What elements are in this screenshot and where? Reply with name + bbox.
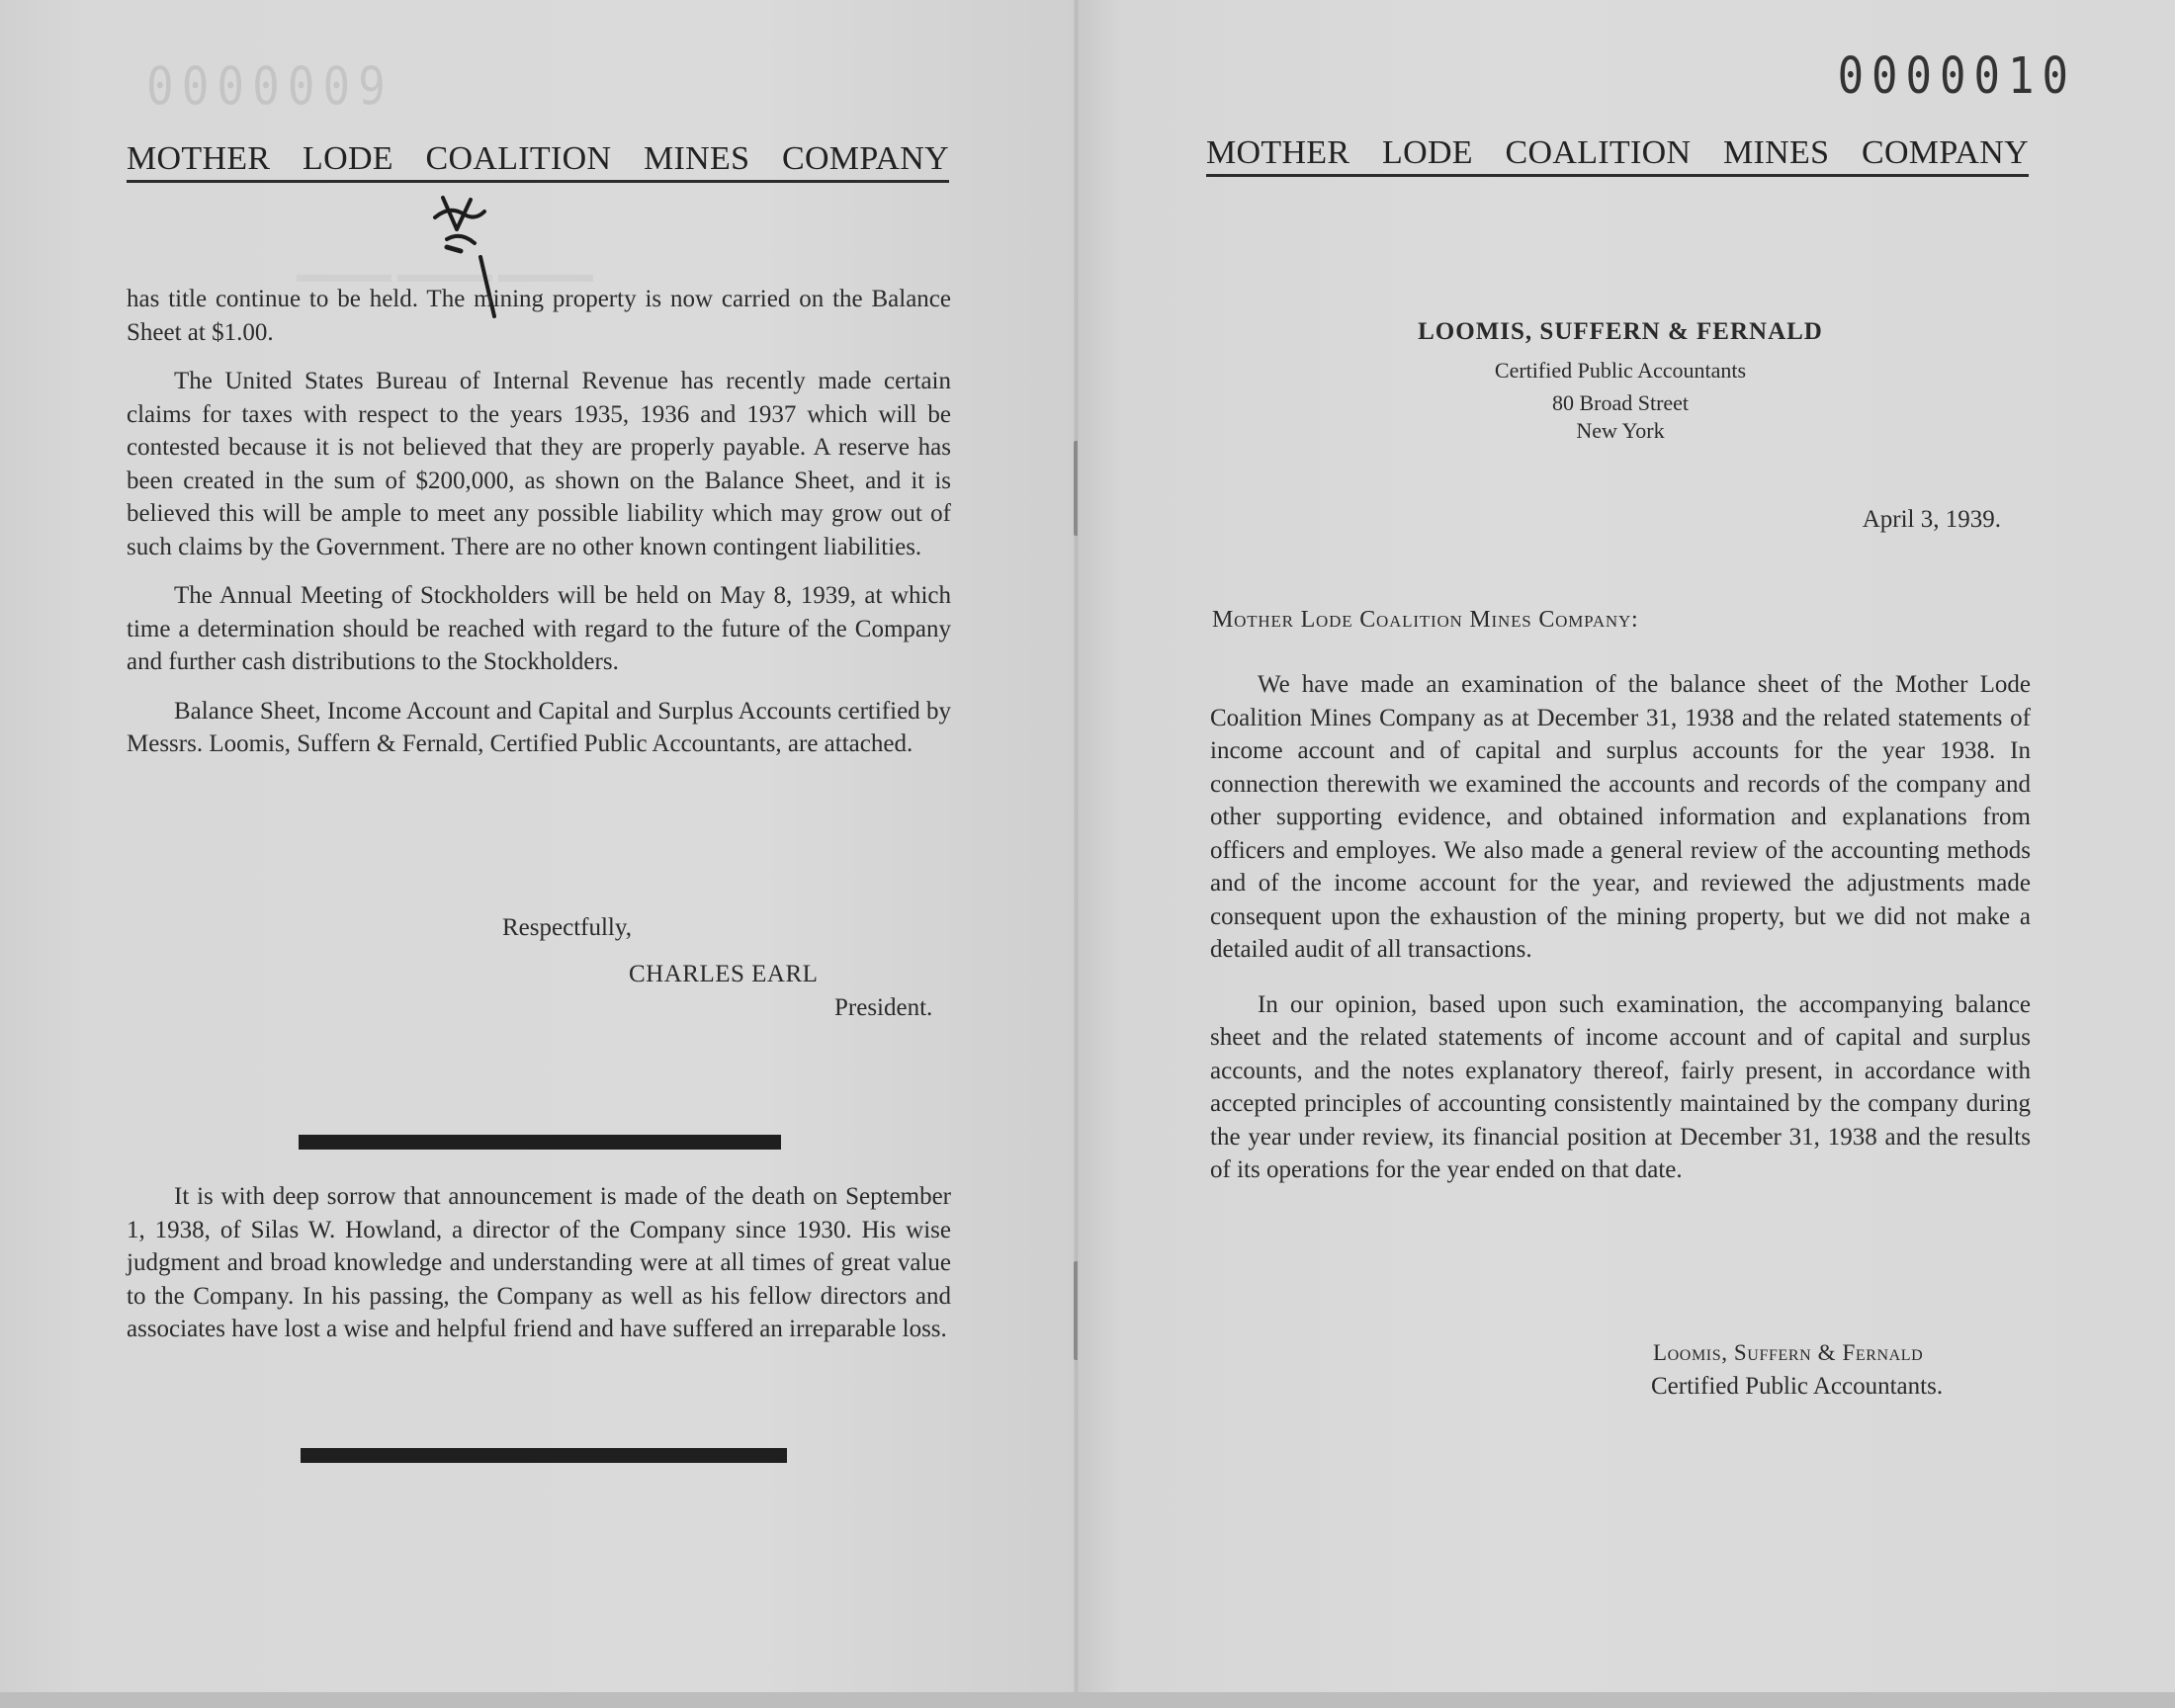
paragraph-attachments: Balance Sheet, Income Account and Capital and Surplus Accounts certified by Messrs. Loomis, Suffern & Fernald, Certified Public Accountants, are attached. bbox=[127, 697, 951, 757]
signer-title: President. bbox=[834, 994, 933, 1021]
closing-respectfully: Respectfully, bbox=[502, 914, 632, 941]
letter-date: April 3, 1939. bbox=[1862, 506, 2001, 533]
left-body-text bbox=[127, 283, 951, 761]
decorative-rule-top bbox=[299, 1135, 781, 1150]
accountant-firm-name: LOOMIS, SUFFERN & FERNALD bbox=[1418, 318, 1823, 345]
decorative-rule-bottom bbox=[301, 1448, 787, 1463]
left-page bbox=[0, 0, 1078, 1708]
right-page-heading: MOTHER LODE COALITION MINES COMPANY bbox=[1206, 134, 2029, 177]
paragraph-property-carried: has title continue to be held. The mining property is now carried on the Balance Sheet at $1.00. bbox=[127, 286, 951, 346]
signer-name: CHARLES EARL bbox=[629, 961, 819, 987]
paragraph-tax-claims: The United States Bureau of Internal Revenue has recently made certain claims for taxes with respect to the years 1935, 1936 and 1937 which will be contested because it is not believed that they are properly payable. A reserve has been created in the sum of $200,000, as shown on the Balance Sheet, and it is believed this will be ample to meet any possible liability which may grow out of such claims by the Government. There are no other known contingent liabilities. bbox=[127, 368, 951, 560]
closing-firm-title: Certified Public Accountants. bbox=[1651, 1373, 1944, 1400]
right-body-text bbox=[1210, 668, 2031, 1187]
accountant-profession: Certified Public Accountants bbox=[1494, 358, 1747, 383]
paragraph-memorial: It is with deep sorrow that announcement is made of the death on September 1, 1938, of Silas W. Howland, a director of the Company since 1930. His wise judgment and broad knowledge and understanding were at all times of great value to the Company. In his passing, the Company as well as his fellow directors and associates have lost a wise and helpful friend and have suffered an irreparable loss. bbox=[127, 1183, 951, 1342]
letter-salutation: Mother Lode Coalition Mines Company: bbox=[1212, 607, 1639, 633]
bleed-through-text: ▬▬▬▬ ▬▬▬▬ ▬▬▬▬ bbox=[297, 262, 593, 288]
closing-firm-name: Loomis, Suffern & Fernald bbox=[1653, 1340, 1924, 1365]
paragraph-annual-meeting: The Annual Meeting of Stockholders will be held on May 8, 1939, at which time a determination should be reached with regard to the future of the Company and further cash distributions to the Stockholders. bbox=[127, 582, 951, 675]
left-page-heading: MOTHER LODE COALITION MINES COMPANY bbox=[127, 140, 949, 183]
faint-page-number: 0000009 bbox=[146, 54, 393, 118]
memorial-text bbox=[127, 1180, 951, 1346]
accountant-city: New York bbox=[1576, 418, 1665, 443]
accountant-street: 80 Broad Street bbox=[1551, 390, 1690, 415]
page-number: 0000010 bbox=[1837, 47, 2076, 106]
paragraph-examination: We have made an examination of the balance sheet of the Mother Lode Coalition Mines Company as at December 31, 1938 and the related statements of income account and of capital and surplus accounts for the year 1938. In connection therewith we examined the accounts and records of the company and other supporting evidence, and obtained information and explanations from officers and employes. We also made a general review of the accounting methods and of the income account for the year, and reviewed the adjustments made consequent upon the exhaustion of the mining property, but we did not make a detailed audit of all transactions. bbox=[1210, 671, 2031, 963]
scan-bottom-edge bbox=[0, 1692, 2175, 1708]
paragraph-opinion: In our opinion, based upon such examination, the accompanying balance sheet and the related statements of income account and of capital and surplus accounts, and the notes explanatory thereof, fairly present, in accordance with accepted principles of accounting consistently maintained by the company during the year under review, its financial position at December 31, 1938 and the results of its operations for the year ended on that date. bbox=[1210, 990, 2031, 1183]
